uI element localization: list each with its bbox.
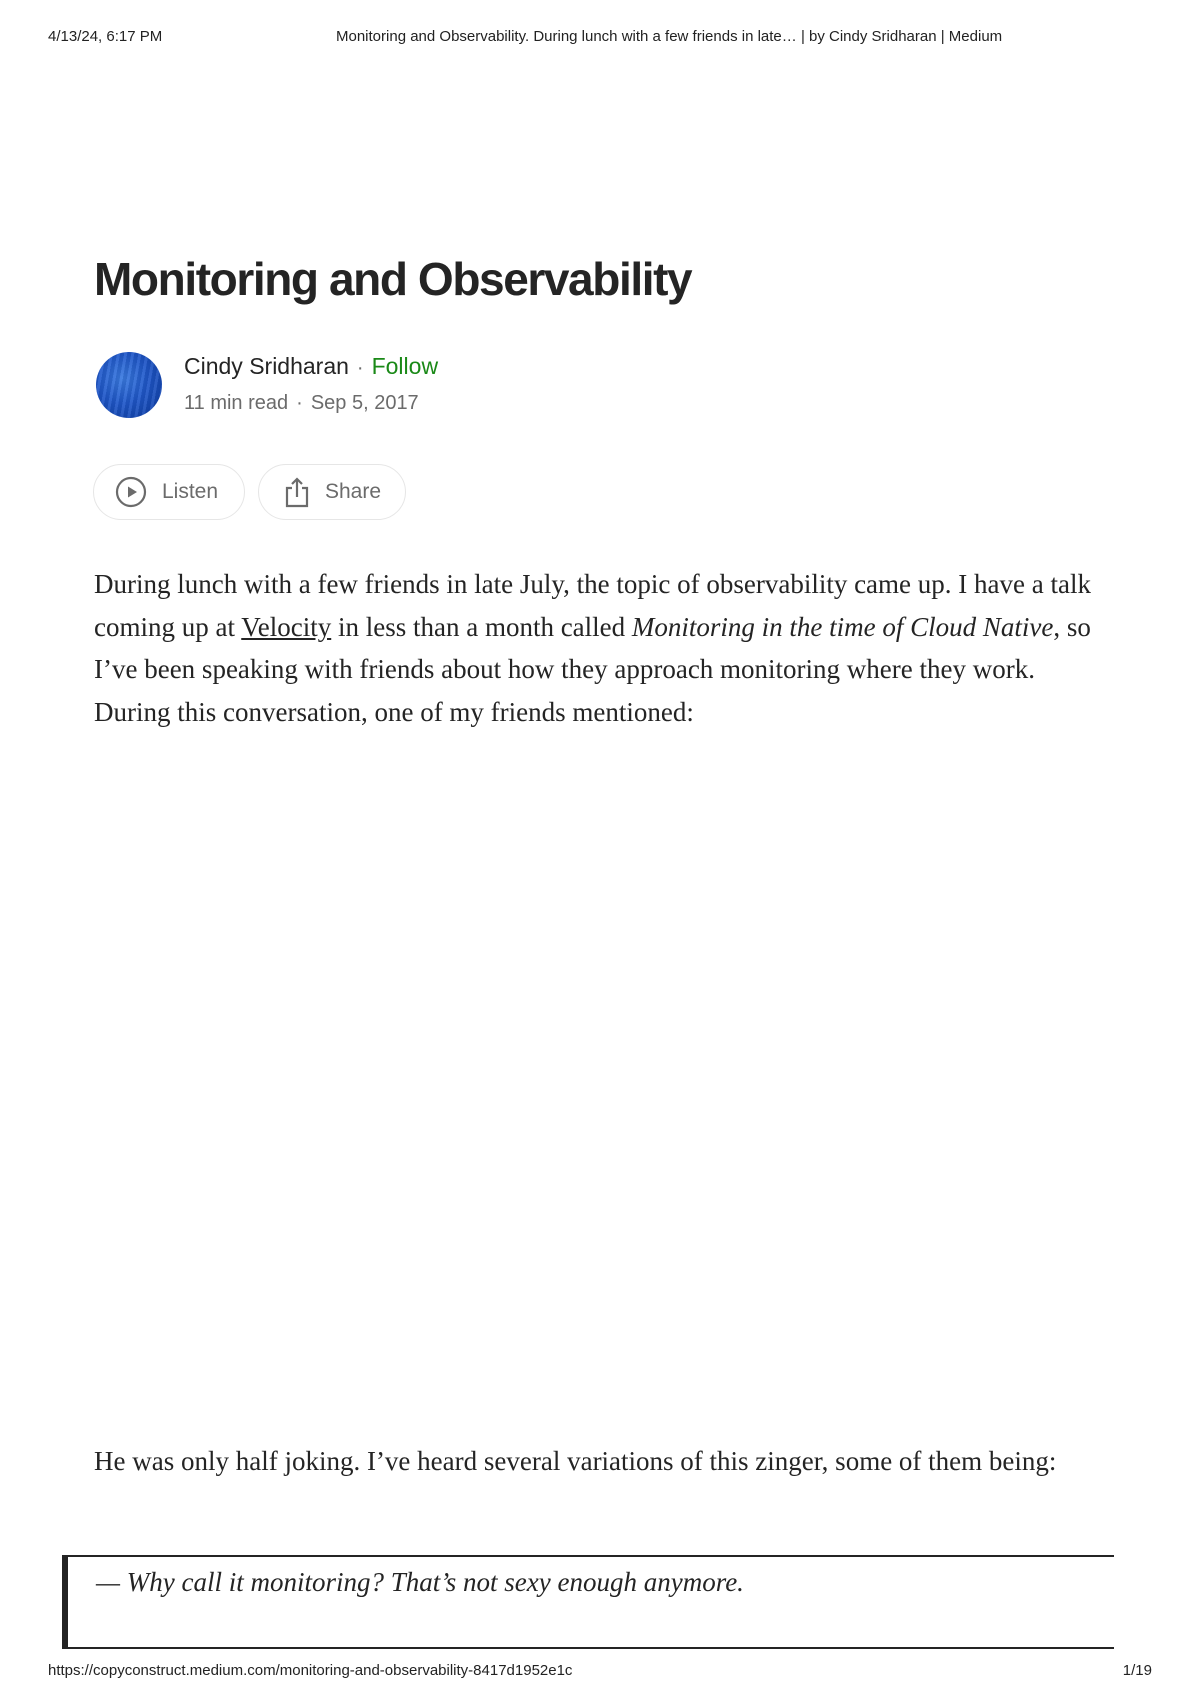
author-name[interactable]: Cindy Sridharan xyxy=(184,353,349,379)
talk-title: Monitoring in the time of Cloud Native xyxy=(631,611,1054,642)
paragraph-text: in less than a month called xyxy=(331,611,632,642)
play-circle-icon xyxy=(114,475,148,509)
paragraph-text: During lunch with a few friends in late July, the topic of observability came up. I have a talk coming up at xyxy=(94,569,1091,642)
share-button[interactable] xyxy=(258,464,406,520)
publish-date: Sep 5, 2017 xyxy=(310,392,419,414)
article-meta xyxy=(184,392,419,415)
author-line xyxy=(184,353,438,380)
follow-button[interactable]: Follow xyxy=(371,353,439,379)
article-title: Monitoring and Observability xyxy=(94,253,692,305)
share-label: Share xyxy=(325,480,382,503)
print-date: 4/13/24, 6:17 PM xyxy=(48,28,163,45)
blockquote xyxy=(62,1555,1114,1649)
listen-button[interactable] xyxy=(93,464,245,520)
page-url: https://copyconstruct.medium.com/monitoring-and-observability-8417d1952e1c xyxy=(48,1662,573,1679)
quote-text: — Why call it monitoring? That’s not sexy enough anymore. xyxy=(96,1567,744,1597)
read-time: 11 min read xyxy=(184,392,289,414)
separator-dot: · xyxy=(356,357,364,379)
paragraph-text: , so I’ve been speaking with friends about how they approach monitoring where they work. During this conversation, one of my friends mentioned: xyxy=(94,611,1091,727)
listen-label: Listen xyxy=(162,480,219,503)
share-icon xyxy=(283,476,311,508)
intro-paragraph xyxy=(94,563,1114,733)
second-paragraph: He was only half joking. I’ve heard several variations of this zinger, some of them being: xyxy=(94,1446,1057,1476)
author-avatar[interactable] xyxy=(96,352,162,418)
page-number: 1/19 xyxy=(1122,1662,1152,1679)
velocity-link[interactable]: Velocity xyxy=(241,611,332,642)
separator-dot: · xyxy=(296,392,303,414)
print-page-title: Monitoring and Observability. During lunch with a few friends in late… | by Cindy Sridharan | Medium xyxy=(336,28,1003,45)
